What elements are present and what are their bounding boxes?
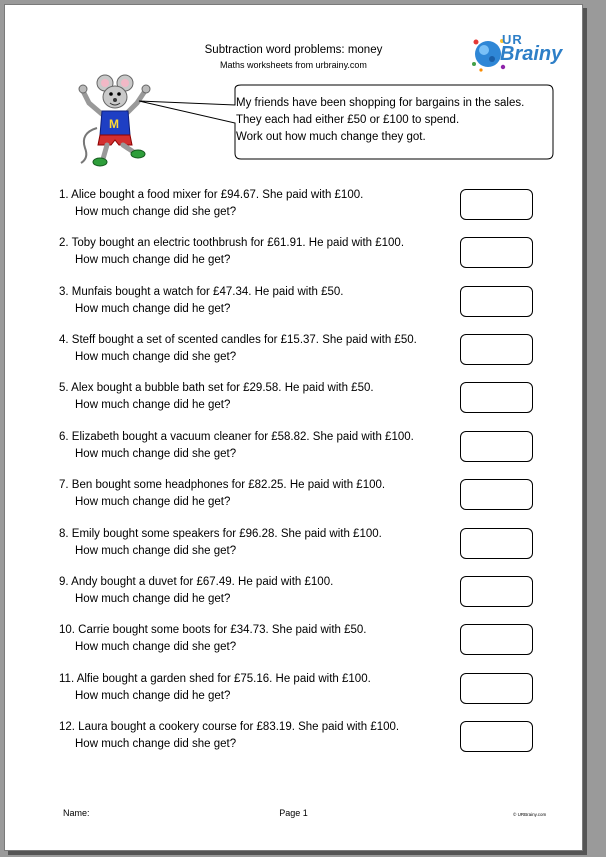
question-3 xyxy=(59,284,344,318)
question-text: 2. Toby bought an electric toothbrush for £61.91. He paid with £100. xyxy=(59,237,405,249)
bubble-line: Work out how much change they got. xyxy=(236,131,426,143)
question-text: 11. Alfie bought a garden shed for £75.16. He paid with £100. xyxy=(59,673,371,685)
question-prompt: How much change did she get? xyxy=(75,641,237,653)
question-9 xyxy=(59,574,333,608)
question-prompt: How much change did he get? xyxy=(75,399,231,411)
page-number: Page 1 xyxy=(279,808,308,818)
question-prompt: How much change did he get? xyxy=(75,496,231,508)
copyright-text: © URBrainy.com xyxy=(513,812,547,817)
question-text: 7. Ben bought some headphones for £82.25. He paid with £100. xyxy=(59,479,386,491)
answer-box-1[interactable] xyxy=(460,189,533,220)
answer-box-6[interactable] xyxy=(460,431,533,462)
question-5 xyxy=(59,380,374,414)
page-subtitle: Maths worksheets from urbrainy.com xyxy=(220,60,367,70)
svg-text:M: M xyxy=(109,117,119,131)
answer-box-2[interactable] xyxy=(460,237,533,268)
answer-box-7[interactable] xyxy=(460,479,533,510)
question-text: 8. Emily bought some speakers for £96.28. She paid with £100. xyxy=(59,528,382,540)
answer-box-9[interactable] xyxy=(460,576,533,607)
answer-box-3[interactable] xyxy=(460,286,533,317)
question-text: 6. Elizabeth bought a vacuum cleaner for £58.82. She paid with £100. xyxy=(59,431,414,443)
question-text: 3. Munfais bought a watch for £47.34. He paid with £50. xyxy=(59,286,344,298)
question-8 xyxy=(59,526,382,560)
worksheet-page xyxy=(4,4,583,851)
question-7 xyxy=(59,477,385,511)
logo-ur-text: UR xyxy=(502,32,523,47)
question-prompt: How much change did she get? xyxy=(75,448,237,460)
question-prompt: How much change did she get? xyxy=(75,738,237,750)
question-11 xyxy=(59,671,371,705)
question-prompt: How much change did he get? xyxy=(75,303,231,315)
question-2 xyxy=(59,235,404,269)
name-label: Name: xyxy=(63,808,90,818)
question-prompt: How much change did she get? xyxy=(75,351,237,363)
question-10 xyxy=(59,622,367,656)
question-prompt: How much change did she get? xyxy=(75,545,237,557)
question-text: 5. Alex bought a bubble bath set for £29.58. He paid with £50. xyxy=(59,382,374,394)
question-12 xyxy=(59,719,399,753)
question-prompt: How much change did he get? xyxy=(75,593,231,605)
question-text: 4. Steff bought a set of scented candles for £15.37. She paid with £50. xyxy=(59,334,417,346)
question-text: 1. Alice bought a food mixer for £94.67. She paid with £100. xyxy=(59,189,364,201)
question-6 xyxy=(59,429,414,463)
question-1 xyxy=(59,187,363,221)
question-prompt: How much change did he get? xyxy=(75,254,231,266)
answer-box-10[interactable] xyxy=(460,624,533,655)
urbrainy-logo[interactable] xyxy=(470,32,570,74)
answer-box-12[interactable] xyxy=(460,721,533,752)
logo-brainy-text: Brainy xyxy=(500,43,563,65)
question-4 xyxy=(59,332,417,366)
answer-box-5[interactable] xyxy=(460,382,533,413)
page-title: Subtraction word problems: money xyxy=(204,44,383,56)
answer-box-4[interactable] xyxy=(460,334,533,365)
answer-box-11[interactable] xyxy=(460,673,533,704)
bubble-line: They each had either £50 or £100 to spend. xyxy=(236,114,460,126)
answer-box-8[interactable] xyxy=(460,528,533,559)
bubble-line: My friends have been shopping for bargains in the sales. xyxy=(236,97,525,109)
question-text: 9. Andy bought a duvet for £67.49. He paid with £100. xyxy=(59,576,334,588)
question-prompt: How much change did she get? xyxy=(75,206,237,218)
question-text: 10. Carrie bought some boots for £34.73. She paid with £50. xyxy=(59,624,367,636)
question-text: 12. Laura bought a cookery course for £83.19. She paid with £100. xyxy=(59,721,400,733)
question-prompt: How much change did he get? xyxy=(75,690,231,702)
speech-bubble-text xyxy=(236,95,546,146)
